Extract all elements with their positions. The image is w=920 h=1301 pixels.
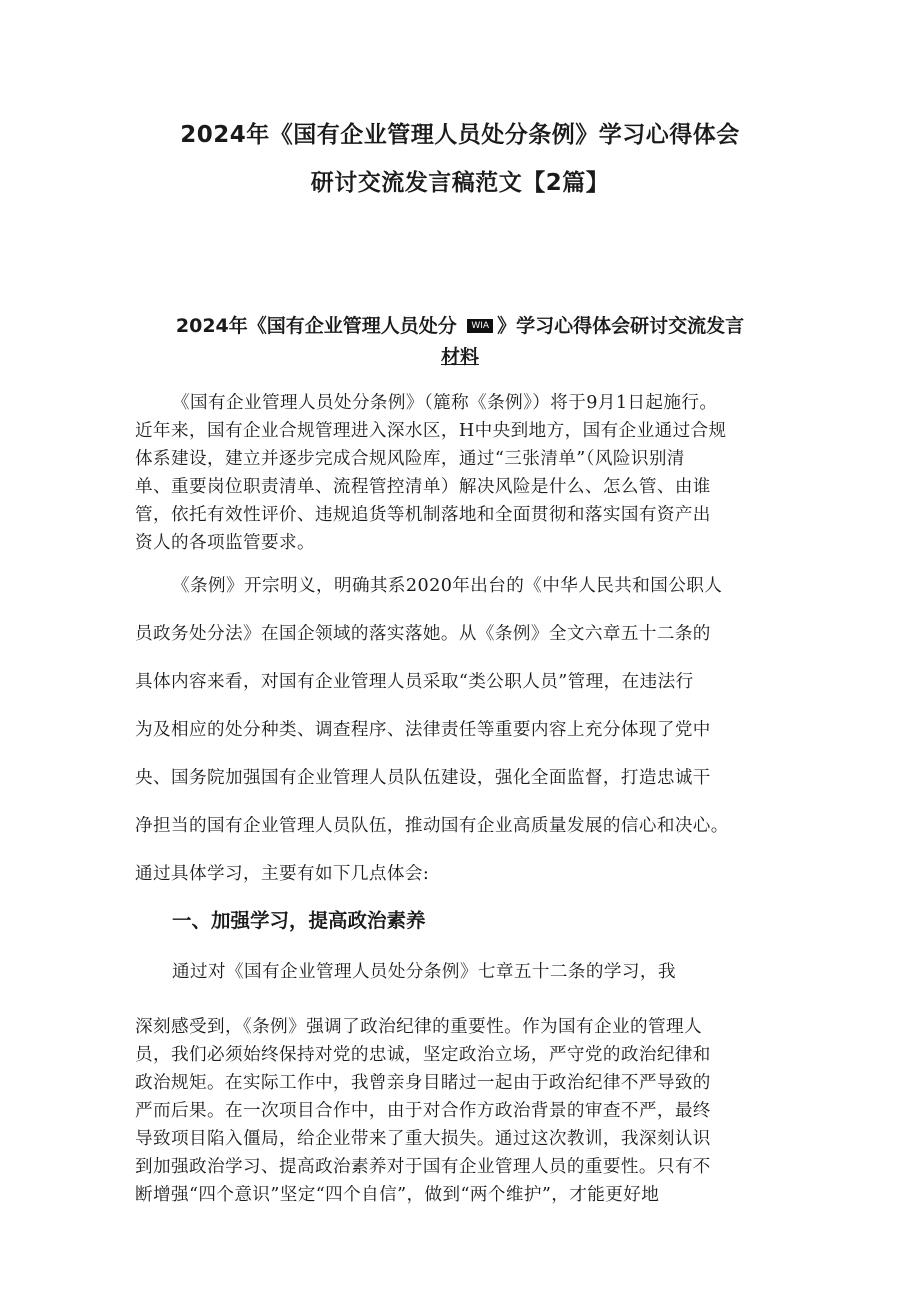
article-title-line-2: 材料 xyxy=(440,346,479,368)
document-title-line-1: 2024年《国有企业管理人员处分条例》学习心得体会 xyxy=(180,122,740,148)
paragraph-2-line: 《条例》开宗明义，明确其系2020年出台的《中华人民共和国公职人 xyxy=(172,576,723,596)
paragraph-1-line: 资人的各项监管要求。 xyxy=(135,533,315,553)
paragraph-2-line: 央、国务院加强国有企业管理人员队伍建设，强化全面监督，打造忠诚干 xyxy=(135,768,711,788)
section-heading-1: 一、加强学习，提高政治素养 xyxy=(172,909,426,932)
paragraph-2-line: 通过具体学习，主要有如下几点体会: xyxy=(135,864,430,884)
scan-artifact-stamp: WIA xyxy=(467,319,493,333)
document-title-line-2: 研讨交流发言稿范文【2篇】 xyxy=(310,170,610,196)
paragraph-1-line: 《国有企业管理人员处分条例》（簏称《条例》）将于9月1日起施行。 xyxy=(172,393,718,413)
paragraph-3-line: 到加强政治学习、提高政治素养对于国有企业管理人员的重要性。只有不 xyxy=(135,1157,711,1177)
paragraph-3-line: 严而后果。在一次项目合作中，由于对合作方政治背景的审查不严，最终 xyxy=(135,1101,711,1121)
paragraph-3-line: 政治规矩。在实际工作中，我曾亲身目睹过一起由于政治纪律不严导致的 xyxy=(135,1073,711,1093)
paragraph-2-line: 为及相应的处分种类、调查程序、法律责任等重要内容上充分体现了党中 xyxy=(135,720,711,740)
article-title-part-1: 2024年《国有企业管理人员处分 xyxy=(175,315,464,337)
paragraph-2-line: 具体内容来看，对国有企业管理人员采取“类公职人员”管理，在违法行 xyxy=(135,672,694,692)
paragraph-3-line: 员，我们必须始终保持对党的忠诚，坚定政治立场，严守党的政治纪律和 xyxy=(135,1045,711,1065)
paragraph-1-line: 单、重要岗位职责清单、流程管控清单）解决风险是什么、怎么管、由谁 xyxy=(135,477,711,497)
paragraph-3-line: 通过对《国有企业管理人员处分条例》七章五十二条的学习，我 xyxy=(172,962,676,982)
paragraph-1-line: 近年来，国有企业合规管理进入深水区，H中央到地方，国有企业通过合规 xyxy=(135,421,727,441)
article-title-line-1 xyxy=(0,311,920,338)
paragraph-2-line: 员政务处分法》在国企领域的落实落她。从《条例》全文六章五十二条的 xyxy=(135,624,711,644)
paragraph-2-line: 净担当的国有企业管理人员队伍，推动国有企业高质量发展的信心和决心。 xyxy=(135,816,729,836)
paragraph-1-line: 体系建设，建立并逐步完成合规风险库，通过“三张清单”（风险识别清 xyxy=(135,449,685,469)
paragraph-3-line: 断增强“四个意识”坚定“四个自信”，做到“两个维护”，才能更好地 xyxy=(135,1185,660,1205)
article-title-part-2: 》学习心得体会研讨交流发言 xyxy=(497,315,745,337)
paragraph-1-line: 管，依托有效性评价、违规追货等机制落地和全面贯彻和落实国有资产出 xyxy=(135,505,711,525)
paragraph-3-line: 深刻感受到，《条例》强调了政治纪律的重要性。作为国有企业的管理人 xyxy=(135,1017,703,1037)
paragraph-3-line: 导致项目陷入僵局，给企业带来了重大损失。通过这次教训，我深刻认识 xyxy=(135,1129,711,1149)
